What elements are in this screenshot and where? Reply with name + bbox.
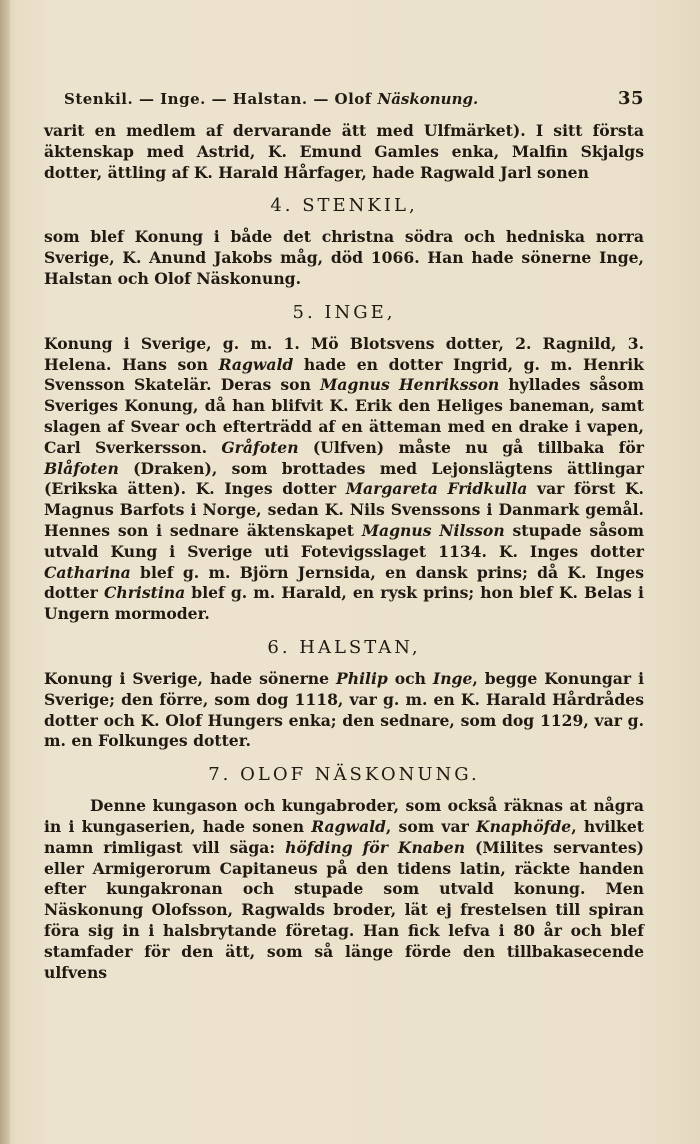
section-heading-inge: 5. INGE,: [292, 301, 396, 323]
italic-name: Philip: [336, 668, 388, 688]
intro-paragraph: varit en medlem af dervarande ätt med Ulfmärket). I sitt första äktenskap med Astrid, K. Emund Gamles enka, Malfin Skjalgs dotter, ättling af K. Harald Hårfager, hade Ragwald Jarl sonen: [44, 121, 644, 182]
italic-name: Magnus Henriksson: [320, 375, 500, 395]
book-spine-shadow: [0, 0, 10, 1144]
page-number: 35: [617, 88, 644, 109]
running-title-italic: Näskonung.: [377, 90, 479, 108]
italic-name: Ragwald: [311, 816, 386, 836]
halstan-paragraph: Konung i Sverige, hade sönerne Philip och Inge, begge Konungar i Sverige; den förre, som dog 1118, var g. m. en K. Harald Hårdrådes dotter och K. Olof Hungers enka; den sednare, som dog 1129, var g. m. en Folkunges dotter.: [44, 668, 644, 751]
running-title: Stenkil. — Inge. — Halstan. — Olof Näskonung.: [64, 90, 479, 108]
italic-name: höfding för Knaben: [285, 837, 466, 857]
italic-name: Gråfoten: [221, 437, 299, 457]
italic-name: Knaphöfde: [476, 816, 572, 836]
olof-paragraph: Denne kungason och kungabroder, som också räknas at några in i kungaserien, hade sonen Ragwald, som var Knaphöfde, hvilket namn rimligast vill säga: höfding för Knaben (Milites servantes) eller Armigerorum Capitaneus på den tidens latin, räckte handen efter kungakronan och stupade som utvald konung. Men Näskonung Olofsson, Ragwalds broder, lät ej frestelsen till spiran föra sig in i halsbrytande företag. Han fick lefva i 80 år och blef stamfader för den ätt, som så länge förde den tillbakasecende ulfvens: [44, 796, 644, 982]
italic-name: Margareta Fridkulla: [345, 479, 528, 499]
section-heading-olof: 7. OLOF NÄSKONUNG.: [208, 764, 480, 786]
stenkil-paragraph: som blef Konung i både det christna södra och hedniska norra Sverige, K. Anund Jakobs måg, död 1066. Han hade sönerne Inge, Halstan och Olof Näskonung.: [44, 227, 644, 288]
running-head: [64, 88, 644, 109]
italic-name: Magnus Nilsson: [361, 520, 505, 540]
italic-name: Blåfoten: [44, 458, 119, 478]
section-heading-halstan: 6. HALSTAN,: [267, 636, 421, 658]
italic-name: Inge: [432, 668, 473, 688]
inge-paragraph: Konung i Sverige, g. m. 1. Mö Blotsvens dotter, 2. Ragnild, 3. Helena. Hans son Ragwald hade en dotter Ingrid, g. m. Henrik Svensson Skatelär. Deras son Magnus Henriksson hyllades såsom Sveriges Konung, då han blifvit K. Erik den Heliges baneman, samt slagen af Svear och efterträdd af en ätteman med en drake i vapen, Carl Sverkersson. Gråfoten (Ulfven) måste nu gå tillbaka för Blåfoten (Draken), som brottades med Lejonslägtens ättlingar (Erikska ätten). K. Inges dotter Margareta Fridkulla var först K. Magnus Barfots i Norge, sedan K. Nils Svenssons i Danmark gemål. Hennes son i sednare äktenskapet Magnus Nilsson stupade såsom utvald Kung i Sverige uti Fotevigsslaget 1134. K. Inges dotter Catharina blef g. m. Björn Jernsida, en dansk prins; då K. Inges dotter Christina blef g. m. Harald, en rysk prins; hon blef K. Belas i Ungern mormoder.: [44, 333, 645, 624]
italic-name: Catharina: [44, 562, 131, 582]
section-heading-stenkil: 4. STENKIL,: [270, 195, 418, 217]
italic-name: Christina: [103, 583, 186, 603]
italic-name: Ragwald: [218, 354, 294, 374]
page-content: [44, 88, 644, 983]
